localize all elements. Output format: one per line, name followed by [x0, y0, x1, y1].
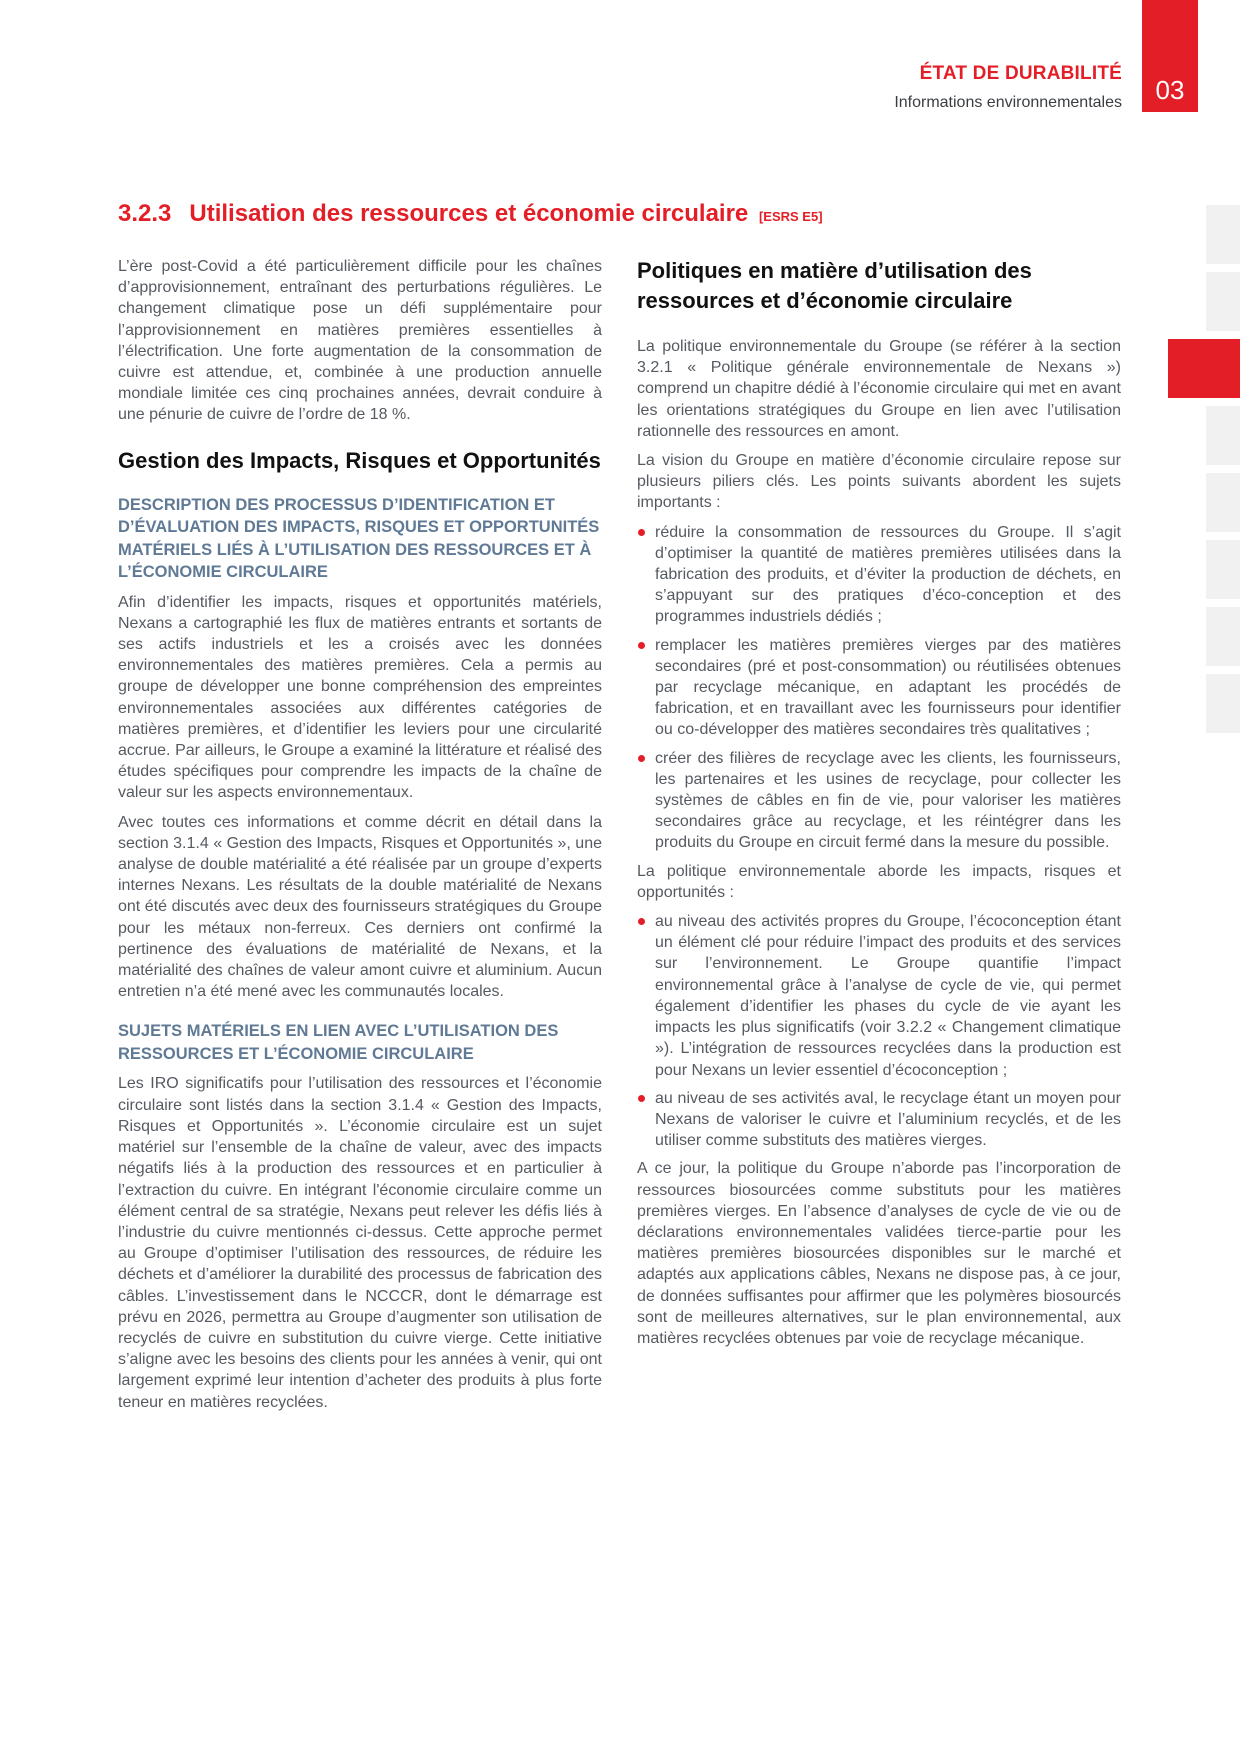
list-item: remplacer les matières premières vierges par des matières secondaires (pré et post-consommation) ou réutilisées obtenues par recyclage mécanique, en adaptant les procédés de fabrication, et en travaillant avec les fournisseurs pour identifier ou co-développer des matières secondaires très qualitatives ;	[637, 635, 1121, 741]
side-tab[interactable]	[1206, 205, 1240, 264]
paragraph: La politique environnementale du Groupe (se référer à la section 3.2.1 « Politique générale environnementale de Nexans ») comprend un chapitre dédié à l’économie circulaire qui met en avant les orientations stratégiques du Groupe en lien avec l’utilisation rationnelle des ressources en amont.	[637, 338, 1121, 440]
header-title: ÉTAT DE DURABILITÉ	[919, 63, 1122, 84]
chapter-number: 03	[1155, 75, 1185, 105]
section-title-text: Utilisation des ressources et économie circulaire	[189, 200, 749, 227]
side-tab[interactable]	[1206, 540, 1240, 599]
list-item: créer des filières de recyclage avec les clients, les fournisseurs, les partenaires et les usines de recyclage, pour collecter les systèmes de câbles en fin de vie, pour valoriser les matières secondaires grâce au recyclage, et les réintégrer dans les produits du Groupe en circuit fermé dans la mesure du possible.	[637, 748, 1121, 854]
subheading-process: DESCRIPTION DES PROCESSUS D’IDENTIFICATION ET D’ÉVALUATION DES IMPACTS, RISQUES ET OPPORTUNITÉS MATÉRIELS LIÉS À L’UTILISATION DES RESSOURCES ET À L’ÉCONOMIE CIRCULAIRE	[118, 495, 600, 582]
chapter-number-tab	[1142, 0, 1198, 112]
iro-list	[637, 911, 1121, 1151]
paragraph: Les IRO significatifs pour l’utilisation des ressources et l’économie circulaire sont listés dans la section 3.1.4 « Gestion des Impacts, Risques et Opportunités ». L’économie circulaire est un sujet matériel sur l’ensemble de la chaîne de valeur, avec des impacts négatifs liés à la production des ressources et en particulier à l’extraction du cuivre. En intégrant l'économie circulaire comme un élément central de sa stratégie, Nexans peut relever les défis liés à l’industrie du cuivre mentionnés ci-dessus. Cette approche permet au Groupe d’optimiser l’utilisation des ressources, de réduire les déchets et d’améliorer la durabilité des processus de fabrication des câbles. L’investissement dans le NCCCR, dont le démarrage est prévu en 2026, permettra au Groupe d’augmenter son utilisation de recyclés de cuivre en substitution du cuivre vierge. Cette initiative s’aligne avec les besoins des clients pour les années à venir, qui ont largement exprimé leur intention d’acheter des produits à plus forte teneur en matières recyclées.	[118, 1075, 602, 1411]
bullet-icon	[638, 642, 645, 649]
side-tab[interactable]	[1206, 473, 1240, 532]
paragraph: Afin d’identifier les impacts, risques et opportunités matériels, Nexans a cartographié les flux de matières entrants et sortants de ses actifs industriels et les a croisés avec les données environnementales des matières premières. Cela a permis au groupe de développer une bonne compréhension des empreintes environnementales associées aux différentes catégories de matières premières, et d’identifier les leviers pour une circularité accrue. Par ailleurs, le Groupe a examiné la littérature et réalisé des études spécifiques pour comprendre les impacts de la chaîne de valeur sur les aspects environnementaux.	[118, 593, 602, 802]
intro-paragraph: L’ère post-Covid a été particulièrement difficile pour les chaînes d’approvisionnement, entraînant des perturbations régulières. Le changement climatique pose un défi supplémentaire pour l’approvisionnement en matières premières essentielles à l’électrification. Une forte augmentation de la consommation de cuivre est attendue, et, combinée à une production annuelle mondiale limitée ces cinq prochaines années, devrait conduire à une pénurie de cuivre de l’ordre de 18 %.	[118, 258, 602, 424]
side-tab[interactable]	[1206, 272, 1240, 331]
pillars-list	[637, 522, 1121, 854]
side-tab[interactable]	[1206, 406, 1240, 465]
section-tag: [ESRS E5]	[758, 209, 823, 224]
side-tab[interactable]	[1206, 674, 1240, 733]
heading-iro: Gestion des Impacts, Risques et Opportunités	[118, 447, 601, 473]
side-tab[interactable]	[1206, 607, 1240, 666]
heading-policies: Politiques en matière d’utilisation des ressources et d’économie circulaire	[637, 258, 1032, 313]
bullet-icon	[638, 529, 645, 536]
side-navigation-tabs	[1206, 205, 1240, 741]
paragraph: A ce jour, la politique du Groupe n’aborde pas l’incorporation de ressources biosourcées comme substituts pour les matières premières vierges. En l’absence d’analyses de cycle de vie ou de déclarations environnementales validées tierce-partie pour les matières premières biosourcées disponibles sur le marché et adaptés aux applications câbles, Nexans ne dispose pas, à ce jour, de données suffisantes pour affirmer que les polymères biosourcés sont de meilleures alternatives, sur le plan environnemental, aux matières recyclées obtenues par voie de recyclage mécanique.	[637, 1160, 1121, 1347]
side-tab-active[interactable]	[1168, 339, 1240, 398]
paragraph: La politique environnementale aborde les impacts, risques et opportunités :	[637, 862, 1121, 901]
right-column	[637, 256, 1121, 1357]
header-subtitle: Informations environnementales	[894, 94, 1122, 111]
paragraph: Avec toutes ces informations et comme décrit en détail dans la section 3.1.4 « Gestion des Impacts, Risques et Opportunités », une analyse de double matérialité a été réalisée par un groupe d’experts internes Nexans. Les résultats de la double matérialité de Nexans ont été discutés avec deux des fournisseurs stratégiques du Groupe pour les métaux non-ferreux. Ces derniers ont confirmé la pertinence des évaluations de matérialité de Nexans, et la matérialité des chaînes de valeur amont cuivre et aluminium. Aucun entretien n’a été mené avec les communautés locales.	[118, 813, 602, 1001]
bullet-icon	[638, 755, 645, 762]
left-column	[118, 256, 602, 1421]
section-title	[118, 200, 823, 228]
bullet-icon	[638, 1095, 645, 1102]
list-item: au niveau de ses activités aval, le recyclage étant un moyen pour Nexans de valoriser le cuivre et l’aluminium recyclés, et de les utiliser comme substituts des matières vierges.	[637, 1088, 1121, 1152]
running-header	[894, 62, 1122, 114]
section-number: 3.2.3	[118, 200, 172, 227]
list-item: au niveau des activités propres du Groupe, l’écoconception étant un élément clé pour réduire l’impact des produits et des services sur l’environnement. Le Groupe quantifie l’impact environnemental grâce à l’analyse de cycle de vie, qui permet également d’identifier les phases du cycle de vie ayant les impacts les plus significatifs (voir 3.2.2 « Changement climatique »). L’intégration de ressources recyclées dans la production est pour Nexans un levier essentiel d’écoconception ;	[637, 911, 1121, 1081]
subheading-material-topics: SUJETS MATÉRIELS EN LIEN AVEC L’UTILISATION DES RESSOURCES ET L’ÉCONOMIE CIRCULAIRE	[118, 1022, 559, 1063]
paragraph: La vision du Groupe en matière d’économie circulaire repose sur plusieurs piliers clés. Les points suivants abordent les sujets importants :	[637, 452, 1121, 512]
list-item: réduire la consommation de ressources du Groupe. Il s’agit d’optimiser la quantité de matières premières utilisées dans la fabrication des produits, et d’éviter la production de déchets, en s’appuyant sur des pratiques d’éco-conception et des programmes industriels dédiés ;	[637, 522, 1121, 628]
bullet-icon	[638, 918, 645, 925]
